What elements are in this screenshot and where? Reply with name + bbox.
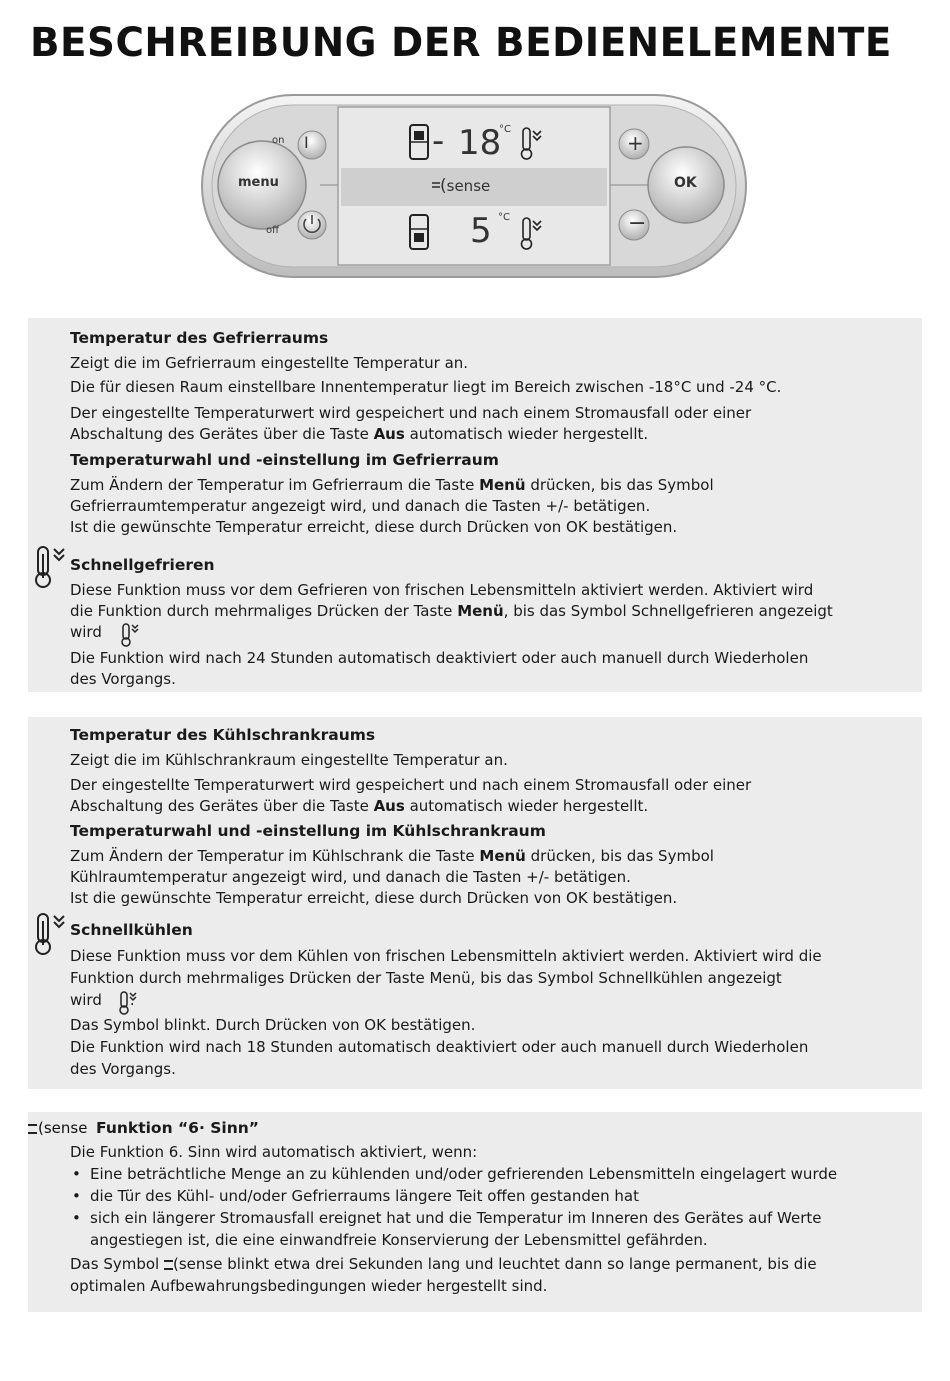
fridge-text-line: Funktion durch mehrmaliges Drücken der Taste Menü, bis das Symbol Schnellkühlen angezeigt <box>70 969 782 987</box>
off-label: off <box>266 225 280 236</box>
fridge-text-line: Diese Funktion muss vor dem Kühlen von frischen Lebensmitteln aktiviert werden. Aktiviert wird die <box>70 947 822 965</box>
freezer-text-line: Zeigt die im Gefrierraum eingestellte Temperatur an. <box>70 354 469 372</box>
fridge-temp-unit: °C <box>498 212 510 223</box>
sense-text-line: Die Funktion 6. Sinn wird automatisch aktiviert, wenn: <box>70 1143 478 1161</box>
page-title: BESCHREIBUNG DER BEDIENELEMENTE <box>30 20 892 66</box>
fridge-heading-settings: Temperaturwahl und -einstellung im Kühlschrankraum <box>70 822 546 840</box>
sense-bullet: die Tür des Kühl- und/oder Gefrierraums längere Teit offen gestanden hat <box>90 1187 640 1205</box>
sense-bullet: Eine beträchtliche Menge an zu kühlenden und/oder gefrierenden Lebensmitteln eingelagert wurde <box>90 1165 838 1183</box>
freezer-temp-unit: °C <box>499 124 511 135</box>
fridge-text-line: Das Symbol blinkt. Durch Drücken von OK bestätigen. <box>70 1016 476 1034</box>
sense-section <box>28 1112 922 1312</box>
freezer-heading-settings: Temperaturwahl und -einstellung im Gefrierraum <box>70 451 499 469</box>
on-label: on <box>272 135 285 146</box>
sense-bullet-continued: angestiegen ist, die eine einwandfreie Konservierung der Lebensmittel gefährden. <box>90 1231 708 1249</box>
thermometer-fast-icon <box>120 622 144 648</box>
freezer-text-line: Abschaltung des Gerätes über die Taste Aus automatisch wieder hergestellt. <box>70 425 649 443</box>
freezer-text-line: Der eingestellte Temperaturwert wird gespeichert und nach einem Stromausfall oder einer <box>70 404 752 422</box>
bullet-dot: • <box>72 1187 81 1205</box>
bullet-dot: • <box>72 1165 81 1183</box>
fridge-text-line: Kühlraumtemperatur angezeigt wird, und danach die Tasten +/- betätigen. <box>70 868 631 886</box>
freezer-section <box>28 318 922 692</box>
freezer-text-line: Zum Ändern der Temperatur im Gefrierraum die Taste Menü drücken, bis das Symbol <box>70 476 714 494</box>
quick-freeze-heading: Schnellgefrieren <box>70 556 215 574</box>
sense-indicator: (sense <box>440 176 491 196</box>
freezer-text-line: Gefrierraumtemperatur angezeigt wird, und danach die Tasten +/- betätigen. <box>70 497 651 515</box>
freezer-text-line: des Vorgangs. <box>70 670 176 688</box>
freezer-text-line: Ist die gewünschte Temperatur erreicht, diese durch Drücken von OK bestätigen. <box>70 518 678 536</box>
minus-button[interactable]: − <box>628 211 647 236</box>
fridge-text-line: Zum Ändern der Temperatur im Kühlschrank die Taste Menü drücken, bis das Symbol <box>70 847 714 865</box>
sense-bullet: sich ein längerer Stromausfall ereignet hat und die Temperatur im Inneren des Gerätes auf Werte <box>90 1209 822 1227</box>
control-panel <box>200 93 748 279</box>
bullet-dot: • <box>72 1209 81 1227</box>
fridge-temp-display: 5 <box>470 211 492 251</box>
thermometer-cool-icon <box>118 990 142 1016</box>
sense-icon: (sense <box>28 1118 87 1139</box>
sense-icon: (sense <box>164 1255 222 1273</box>
fridge-text-line: des Vorgangs. <box>70 1060 176 1078</box>
fridge-text-line: Abschaltung des Gerätes über die Taste Aus automatisch wieder hergestellt. <box>70 797 649 815</box>
freezer-heading: Temperatur des Gefrierraums <box>70 329 329 347</box>
freezer-temp-sign: - <box>432 121 445 161</box>
fridge-text-line: Zeigt die im Kühlschrankraum eingestellte Temperatur an. <box>70 751 508 769</box>
freezer-text-line: die Funktion durch mehrmaliges Drücken der Taste Menü, bis das Symbol Schnellgefrieren angezeigt <box>70 602 833 620</box>
sense-text-line: optimalen Aufbewahrungsbedingungen wieder hergestellt sind. <box>70 1277 548 1295</box>
fridge-section <box>28 717 922 1089</box>
ok-button[interactable]: OK <box>674 175 697 191</box>
fridge-text-line: Ist die gewünschte Temperatur erreicht, diese durch Drücken von OK bestätigen. <box>70 889 678 907</box>
sense-heading: Funktion “6· Sinn” <box>96 1119 259 1137</box>
fridge-text-line: Die Funktion wird nach 18 Stunden automatisch deaktiviert oder auch manuell durch Wiederholen <box>70 1038 809 1056</box>
fridge-text-line: wird . <box>70 991 135 1009</box>
plus-button[interactable]: + <box>627 131 644 155</box>
freezer-temp-display: 18 <box>458 123 502 163</box>
fridge-heading: Temperatur des Kühlschrankraums <box>70 726 376 744</box>
freezer-text-line: Die für diesen Raum einstellbare Innentemperatur liegt im Bereich zwischen -18°C und -24 °C. <box>70 378 782 396</box>
freezer-text-line: Diese Funktion muss vor dem Gefrieren von frischen Lebensmitteln aktiviert werden. Aktiviert wird <box>70 581 814 599</box>
menu-button[interactable]: menu <box>238 175 279 190</box>
freezer-text-line: Die Funktion wird nach 24 Stunden automatisch deaktiviert oder auch manuell durch Wiederholen <box>70 649 809 667</box>
freezer-text-line: wird <box>70 623 102 641</box>
sense-text-line: Das Symbol (sense blinkt etwa drei Sekunden lang und leuchtet dann so lange permanent, bis die <box>70 1255 817 1273</box>
fridge-text-line: Der eingestellte Temperaturwert wird gespeichert und nach einem Stromausfall oder einer <box>70 776 752 794</box>
quick-cool-heading: Schnellkühlen <box>70 921 193 939</box>
thermometer-cool-icon <box>32 911 70 957</box>
thermometer-fast-icon <box>32 544 70 590</box>
on-button[interactable]: I <box>304 133 309 152</box>
